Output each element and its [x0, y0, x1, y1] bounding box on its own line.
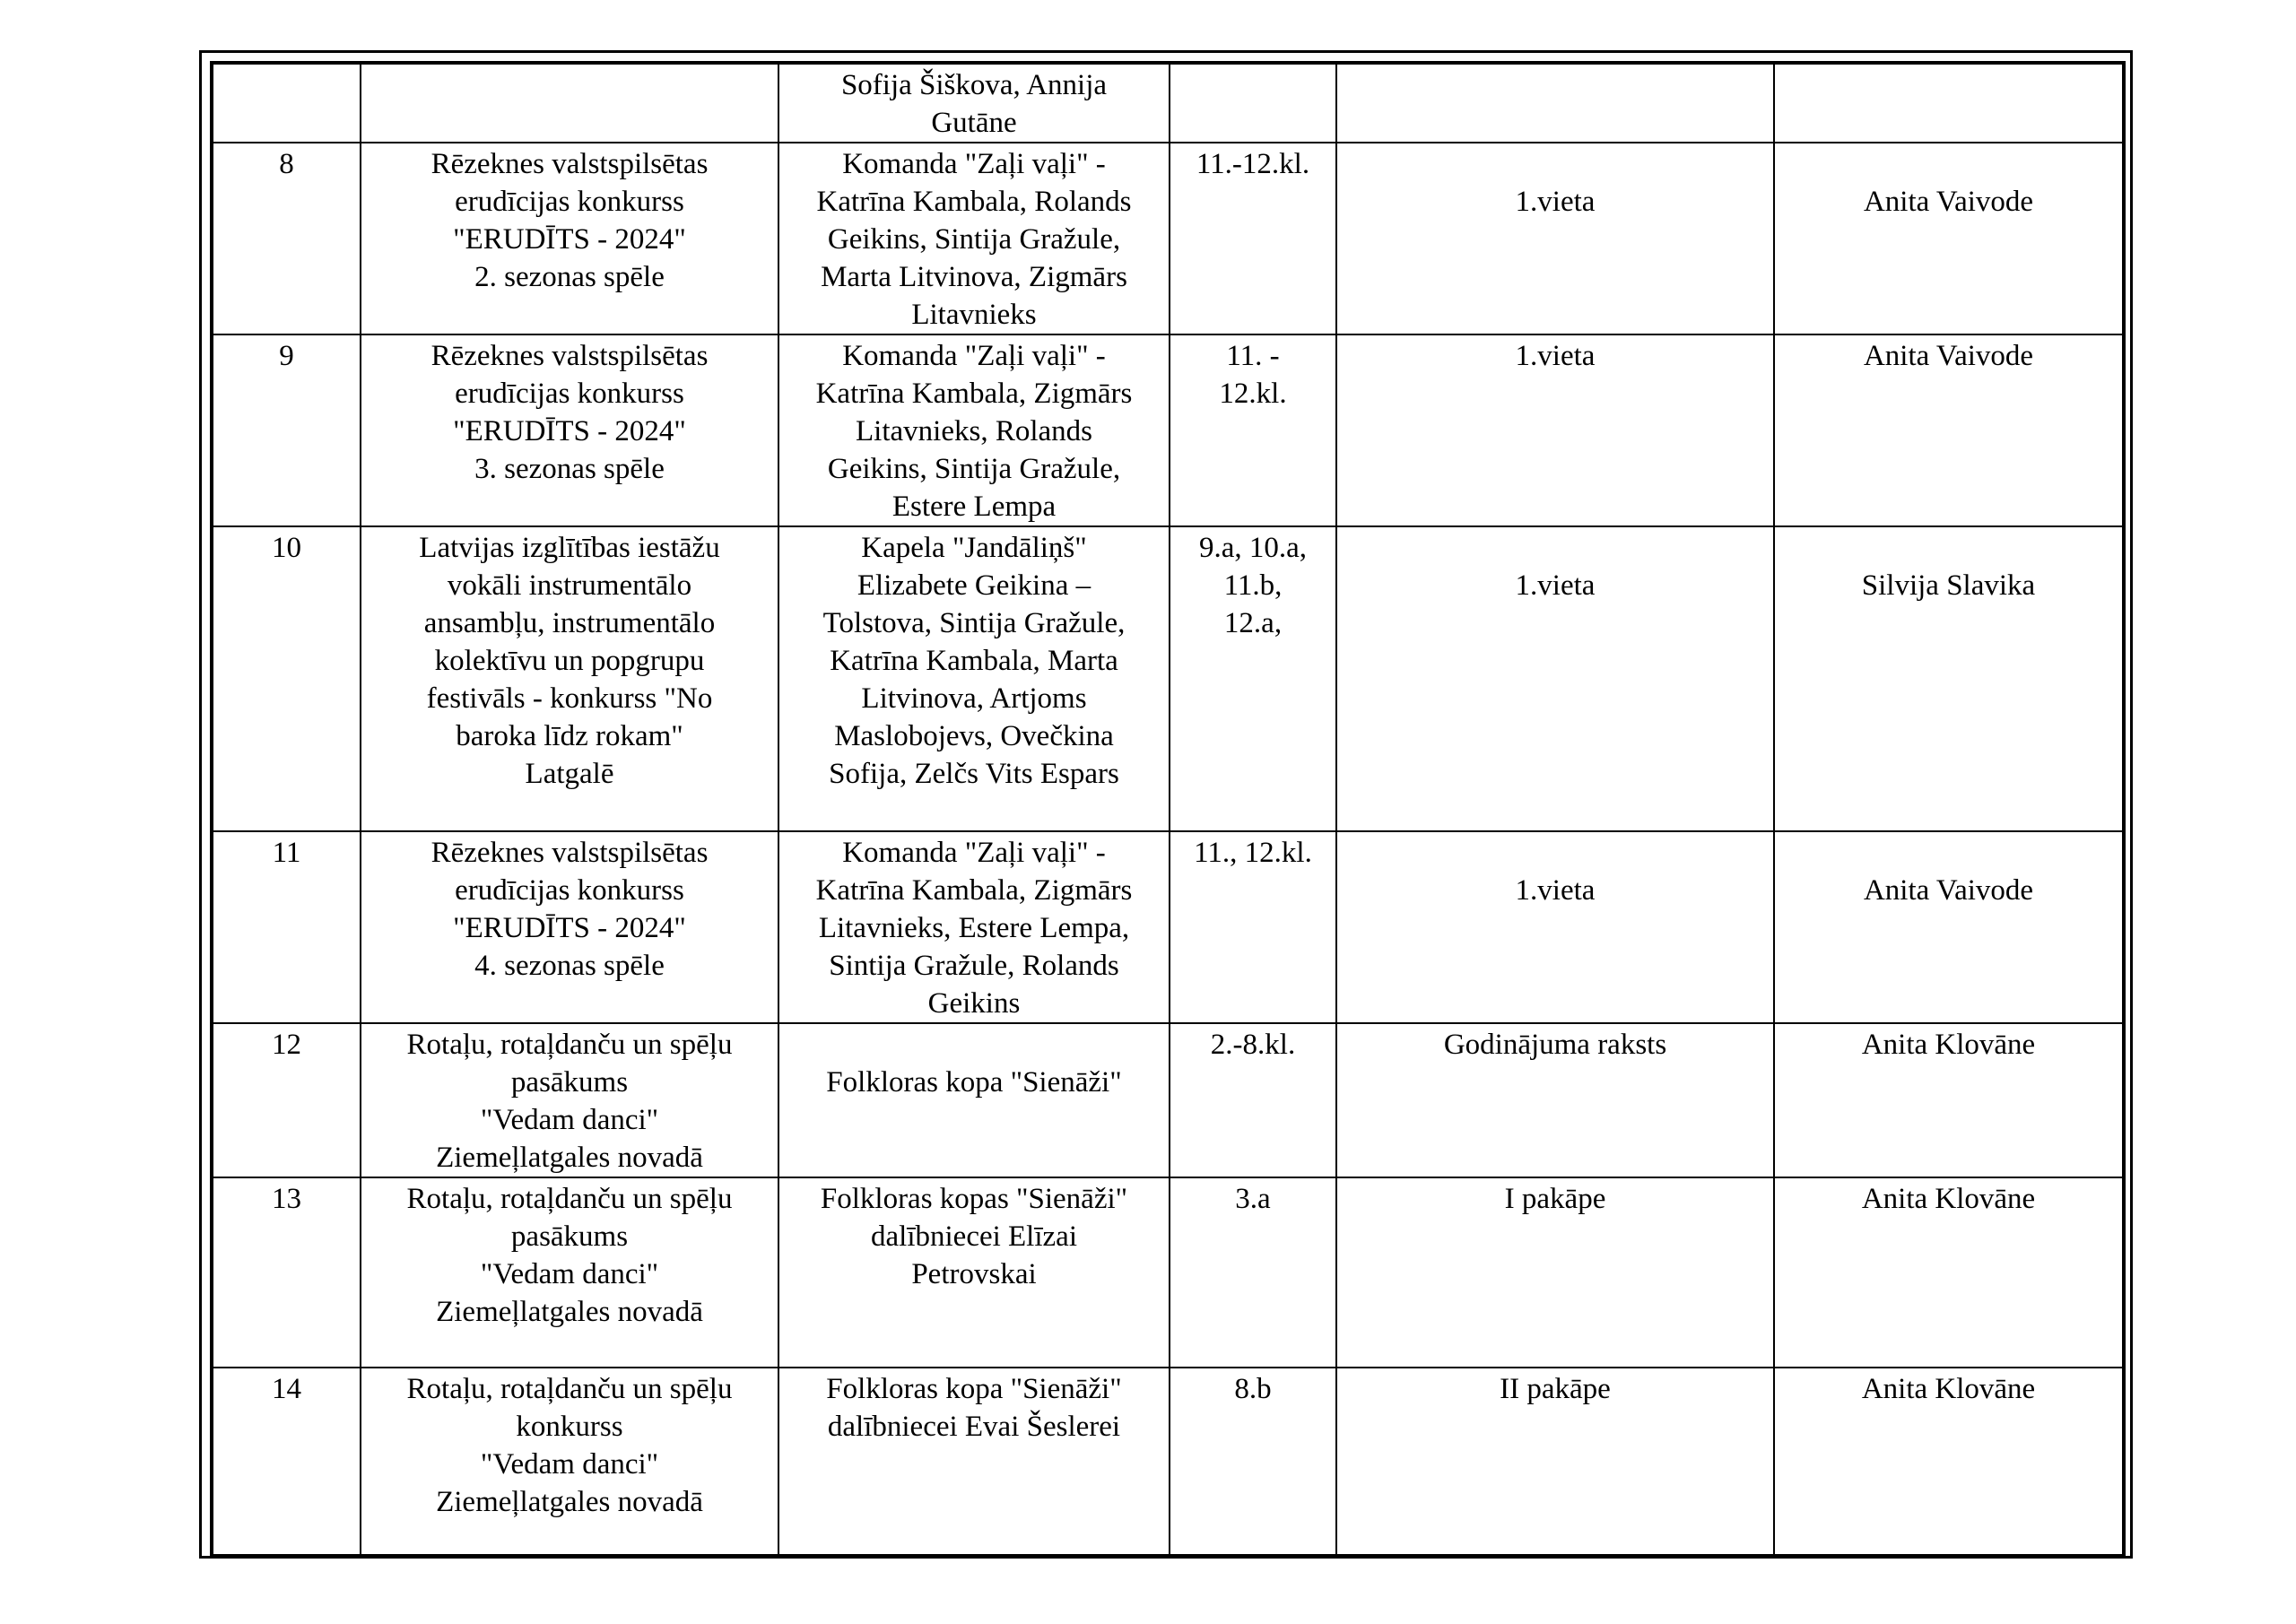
cell-participants [778, 831, 1170, 1023]
cell-text: Anita Vaivode [1863, 340, 2034, 372]
cell-text: Godinājuma raksts [1443, 1029, 1667, 1061]
cell-num [212, 1023, 361, 1177]
cell-result [1336, 143, 1774, 334]
cell-text: Folkloras kopa "Sienāži" [826, 1066, 1122, 1099]
cell-text: Marta Litvinova, Zigmārs [821, 261, 1127, 293]
cell-result [1336, 1023, 1774, 1177]
cell-teacher [1774, 1368, 2124, 1556]
cell-text: Sofija, Zelčs Vits Espars [829, 758, 1119, 790]
cell-text: Geikins [927, 987, 1021, 1020]
cell-event [361, 63, 778, 143]
cell-text: "Vedam danci" [480, 1258, 659, 1290]
cell-text: 4. sezonas spēle [474, 950, 665, 982]
cell-result [1336, 831, 1774, 1023]
cell-class [1170, 831, 1336, 1023]
cell-spacer [1780, 145, 2117, 183]
cell-text: Sintija Gražule, Rolands [829, 950, 1119, 982]
cell-text: Katrīna Kambala, Zigmārs [815, 874, 1133, 907]
table-row [212, 526, 2124, 831]
cell-text: "ERUDĪTS - 2024" [453, 415, 686, 447]
cell-text: Rotaļu, rotaļdanču un spēļu [406, 1373, 733, 1405]
cell-result [1336, 63, 1774, 143]
cell-text: 8.b [1234, 1373, 1272, 1405]
table-row [212, 1368, 2124, 1556]
cell-event [361, 831, 778, 1023]
cell-text: Folkloras kopas "Sienāži" [820, 1183, 1128, 1215]
cell-text: vokāli instrumentālo [447, 569, 692, 602]
cell-text: Anita Klovāne [1861, 1183, 2036, 1215]
cell-spacer [1780, 529, 2117, 567]
table-row [212, 831, 2124, 1023]
cell-event [361, 526, 778, 831]
cell-text: Tolstova, Sintija Gražule, [822, 607, 1126, 639]
cell-participants [778, 143, 1170, 334]
cell-text: Rotaļu, rotaļdanču un spēļu [406, 1029, 733, 1061]
cell-spacer [1343, 529, 1768, 567]
cell-participants [778, 1177, 1170, 1368]
cell-text: Rēzeknes valstspilsētas [430, 340, 709, 372]
cell-teacher [1774, 526, 2124, 831]
cell-participants [778, 63, 1170, 143]
cell-num [212, 831, 361, 1023]
table-row [212, 1023, 2124, 1177]
cell-text: festivāls - konkurss "No [426, 682, 713, 715]
cell-num [212, 526, 361, 831]
cell-text: I pakāpe [1504, 1183, 1606, 1215]
cell-text: Latvijas izglītības iestāžu [419, 532, 720, 564]
cell-text: Anita Klovāne [1861, 1029, 2036, 1061]
cell-text: Litavnieks, Estere Lempa, [818, 912, 1130, 944]
cell-spacer [785, 1026, 1163, 1064]
cell-text: Geikins, Sintija Gražule, [827, 223, 1121, 256]
cell-text: erudīcijas konkurss [455, 186, 684, 218]
cell-text: Katrīna Kambala, Zigmārs [815, 378, 1133, 410]
cell-event [361, 334, 778, 526]
cell-text: 13 [272, 1183, 301, 1215]
cell-text: erudīcijas konkurss [455, 378, 684, 410]
cell-text: 11.-12.kl. [1196, 148, 1310, 180]
cell-text: Ziemeļlatgales novadā [436, 1296, 703, 1328]
cell-text: Kapela "Jandāliņš" [861, 532, 1087, 564]
cell-text: 3.a [1235, 1183, 1271, 1215]
cell-text: konkurss [516, 1411, 623, 1443]
cell-event [361, 143, 778, 334]
cell-result [1336, 526, 1774, 831]
cell-text: 2. sezonas spēle [474, 261, 665, 293]
cell-text: pasākums [510, 1220, 629, 1253]
cell-spacer [1343, 834, 1768, 872]
cell-num [212, 63, 361, 143]
cell-text: dalībniecei Elīzai [871, 1220, 1077, 1253]
cell-text: Litavnieks, Rolands [856, 415, 1092, 447]
cell-text: 11 [272, 837, 301, 869]
cell-class [1170, 1023, 1336, 1177]
cell-text: Katrīna Kambala, Marta [830, 645, 1118, 677]
cell-event [361, 1177, 778, 1368]
cell-text: dalībniecei Evai Šeslerei [827, 1411, 1121, 1443]
cell-text: Anita Klovāne [1861, 1373, 2036, 1405]
cell-text: 9 [279, 340, 294, 372]
cell-teacher [1774, 143, 2124, 334]
cell-text: Silvija Slavika [1861, 569, 2036, 602]
cell-text: 1.vieta [1515, 569, 1596, 602]
cell-text: Gutāne [931, 107, 1017, 139]
cell-text: 1.vieta [1515, 340, 1596, 372]
cell-text: Litvinova, Artjoms [861, 682, 1087, 715]
cell-teacher [1774, 831, 2124, 1023]
cell-text: Litavnieks [911, 299, 1037, 331]
cell-text: Komanda "Zaļi vaļi" - [842, 148, 1106, 180]
cell-result [1336, 1368, 1774, 1556]
table-body [212, 63, 2124, 1556]
cell-num [212, 1177, 361, 1368]
cell-num [212, 334, 361, 526]
cell-text: Latgalē [525, 758, 614, 790]
cell-text: 2.-8.kl. [1210, 1029, 1296, 1061]
cell-num [212, 143, 361, 334]
cell-teacher [1774, 1023, 2124, 1177]
cell-text: 11.b, [1223, 569, 1283, 602]
cell-teacher [1774, 334, 2124, 526]
cell-spacer [1343, 145, 1768, 183]
cell-text: Estere Lempa [891, 491, 1057, 523]
cell-text: Komanda "Zaļi vaļi" - [842, 340, 1106, 372]
cell-text: "ERUDĪTS - 2024" [453, 912, 686, 944]
table-row [212, 143, 2124, 334]
cell-text: Folkloras kopa "Sienāži" [826, 1373, 1122, 1405]
cell-class [1170, 63, 1336, 143]
cell-text: Ziemeļlatgales novadā [436, 1142, 703, 1174]
cell-text: erudīcijas konkurss [455, 874, 684, 907]
cell-text: Maslobojevs, Ovečkina [834, 720, 1114, 752]
cell-participants [778, 1368, 1170, 1556]
cell-text: baroka līdz rokam" [456, 720, 683, 752]
cell-text: ansambļu, instrumentālo [423, 607, 716, 639]
cell-event [361, 1023, 778, 1177]
results-table [210, 61, 2126, 1558]
cell-num [212, 1368, 361, 1556]
cell-text: 9.a, 10.a, [1198, 532, 1308, 564]
cell-class [1170, 334, 1336, 526]
cell-text: II pakāpe [1500, 1373, 1611, 1405]
cell-text: Rēzeknes valstspilsētas [430, 148, 709, 180]
cell-text: Elizabete Geikina – [857, 569, 1091, 602]
cell-spacer [1780, 834, 2117, 872]
cell-participants [778, 334, 1170, 526]
cell-participants [778, 1023, 1170, 1177]
table-row [212, 1177, 2124, 1368]
cell-class [1170, 1177, 1336, 1368]
cell-text: Komanda "Zaļi vaļi" - [842, 837, 1106, 869]
cell-text: 14 [272, 1373, 301, 1405]
cell-text: pasākums [510, 1066, 629, 1099]
cell-text: Ziemeļlatgales novadā [436, 1486, 703, 1518]
cell-teacher [1774, 63, 2124, 143]
cell-text: 1.vieta [1515, 186, 1596, 218]
cell-text: 1.vieta [1515, 874, 1596, 907]
cell-text: 12 [272, 1029, 301, 1061]
cell-text: Katrīna Kambala, Rolands [816, 186, 1132, 218]
cell-text: 10 [272, 532, 301, 564]
cell-text: 11. - [1226, 340, 1280, 372]
cell-participants [778, 526, 1170, 831]
cell-teacher [1774, 1177, 2124, 1368]
cell-result [1336, 1177, 1774, 1368]
cell-result [1336, 334, 1774, 526]
cell-text: Anita Vaivode [1863, 186, 2034, 218]
cell-class [1170, 1368, 1336, 1556]
cell-text: Petrovskai [911, 1258, 1037, 1290]
cell-event [361, 1368, 778, 1556]
cell-text: Sofija Šiškova, Annija [840, 69, 1108, 101]
cell-text: "Vedam danci" [480, 1448, 659, 1481]
cell-text: 11., 12.kl. [1194, 837, 1312, 869]
cell-text: 3. sezonas spēle [474, 453, 665, 485]
cell-text: kolektīvu un popgrupu [434, 645, 705, 677]
table-row [212, 334, 2124, 526]
table-row [212, 63, 2124, 143]
cell-text: 12.a, [1223, 607, 1283, 639]
cell-text: 8 [279, 148, 294, 180]
cell-class [1170, 526, 1336, 831]
cell-class [1170, 143, 1336, 334]
cell-text: "Vedam danci" [480, 1104, 659, 1136]
cell-text: Rēzeknes valstspilsētas [430, 837, 709, 869]
cell-text: 12.kl. [1219, 378, 1287, 410]
cell-text: "ERUDĪTS - 2024" [453, 223, 686, 256]
cell-text: Anita Vaivode [1863, 874, 2034, 907]
cell-text: Rotaļu, rotaļdanču un spēļu [406, 1183, 733, 1215]
cell-text: Geikins, Sintija Gražule, [827, 453, 1121, 485]
